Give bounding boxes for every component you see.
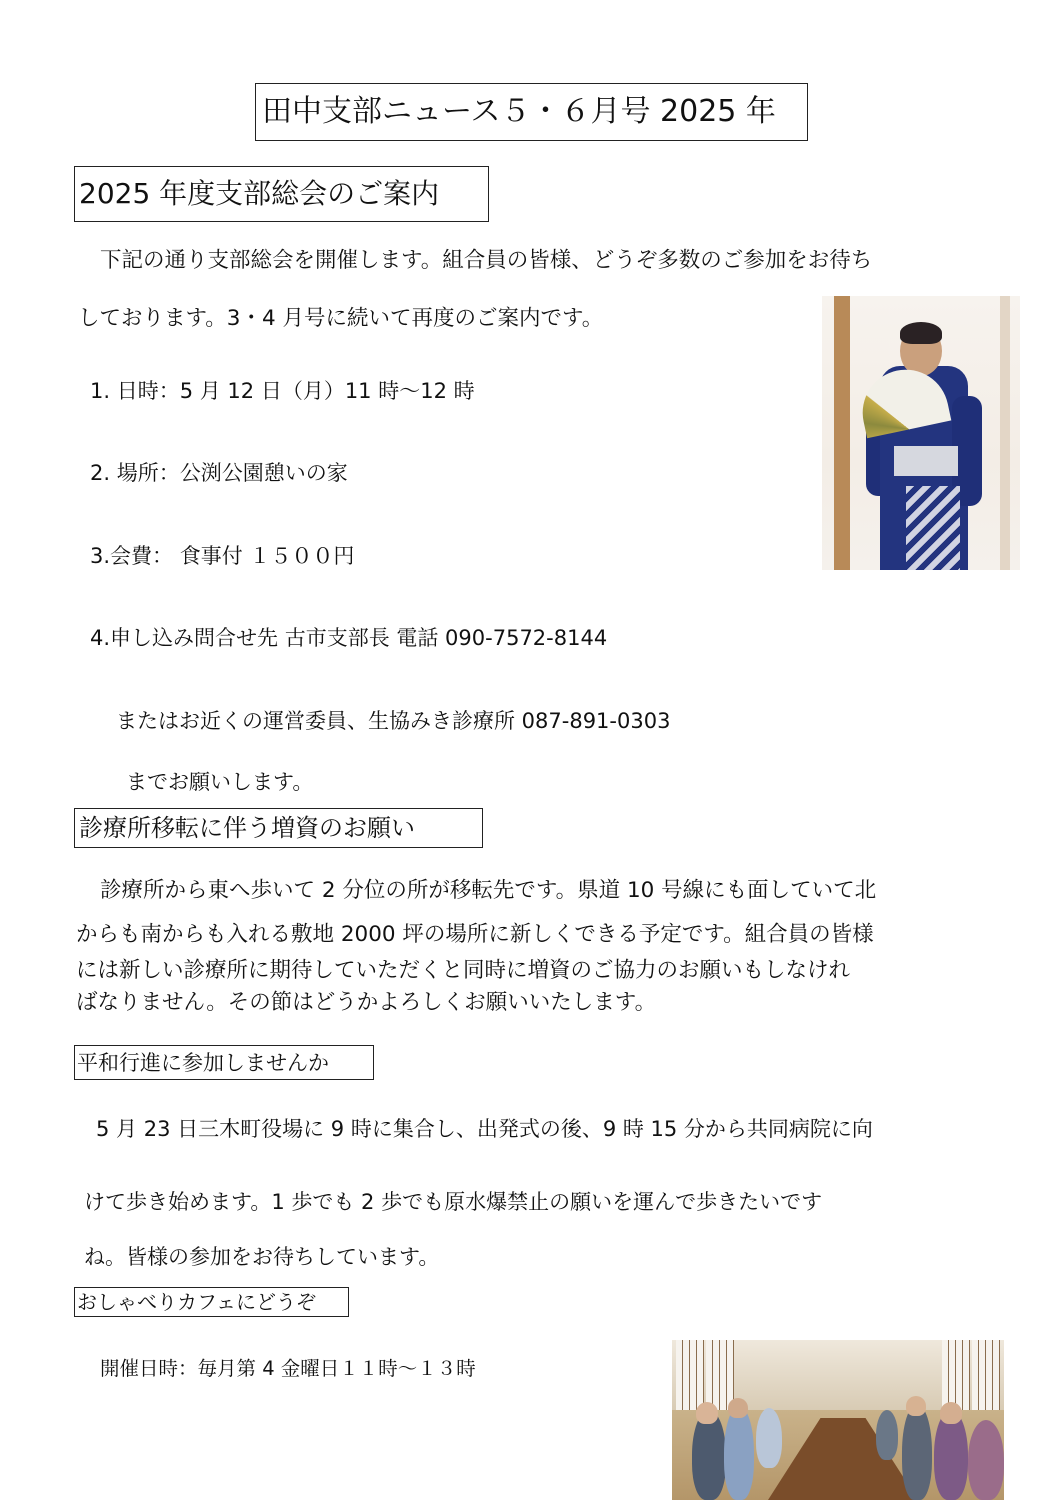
peace-march-line-1: 5 月 23 日三木町役場に 9 時に集合し、出発式の後、9 時 15 分から共同病院に向: [96, 1117, 873, 1141]
contact-alternative: またはお近くの運営委員、生協みき診療所 087-891-0303: [116, 709, 671, 733]
dancer-photo: [822, 296, 1020, 570]
item-contact: 4.申し込み問合せ先 古市支部長 電話 090-7572-8144: [90, 626, 608, 650]
closing-line: までお願いします。: [126, 770, 314, 794]
general-meeting-heading: 2025 年度支部総会のご案内: [79, 177, 440, 210]
peace-march-line-2: けて歩き始めます。1 歩でも 2 歩でも原水爆禁止の願いを運んで歩きたいです: [84, 1190, 823, 1214]
cafe-schedule: 開催日時：毎月第 4 金曜日１１時～１３時: [100, 1357, 476, 1380]
section-heading-chat-cafe: [74, 1287, 349, 1317]
peace-march-line-3: ね。皆様の参加をお待ちしています。: [84, 1245, 440, 1269]
item-location: 2. 場所：公渕公園憩いの家: [90, 461, 348, 485]
newsletter-title-box: [255, 83, 808, 141]
section-heading-clinic-relocation: [74, 808, 483, 848]
section-heading-peace-march: [74, 1045, 374, 1080]
newsletter-title: 田中支部ニュース５・６月号 2025 年: [262, 94, 776, 129]
relocation-line-2: からも南からも入れる敷地 2000 坪の場所に新しくできる予定です。組合員の皆様: [76, 922, 874, 947]
relocation-line-4: ばなりません。その節はどうかよろしくお願いいたします。: [76, 990, 657, 1015]
section-heading-general-meeting: [74, 166, 489, 222]
intro-line-1: 下記の通り支部総会を開催します。組合員の皆様、どうぞ多数のご参加をお待ち: [100, 248, 873, 273]
item-date-time: 1. 日時：5 月 12 日（月）11 時～12 時: [90, 379, 475, 403]
peace-march-heading: 平和行進に参加しませんか: [77, 1051, 329, 1075]
cafe-gathering-photo: [672, 1340, 1004, 1500]
item-fee: 3.会費： 食事付 １５００円: [90, 544, 355, 568]
relocation-line-1: 診療所から東へ歩いて 2 分位の所が移転先です。県道 10 号線にも面していて北: [100, 878, 877, 903]
relocation-line-3: には新しい診療所に期待していただくと同時に増資のご協力のお願いもしなけれ: [76, 958, 851, 983]
clinic-relocation-heading: 診療所移転に伴う増資のお願い: [79, 814, 415, 842]
chat-cafe-heading: おしゃべりカフェにどうぞ: [77, 1290, 316, 1314]
intro-line-2: しております。3・4 月号に続いて再度のご案内です。: [78, 306, 604, 331]
